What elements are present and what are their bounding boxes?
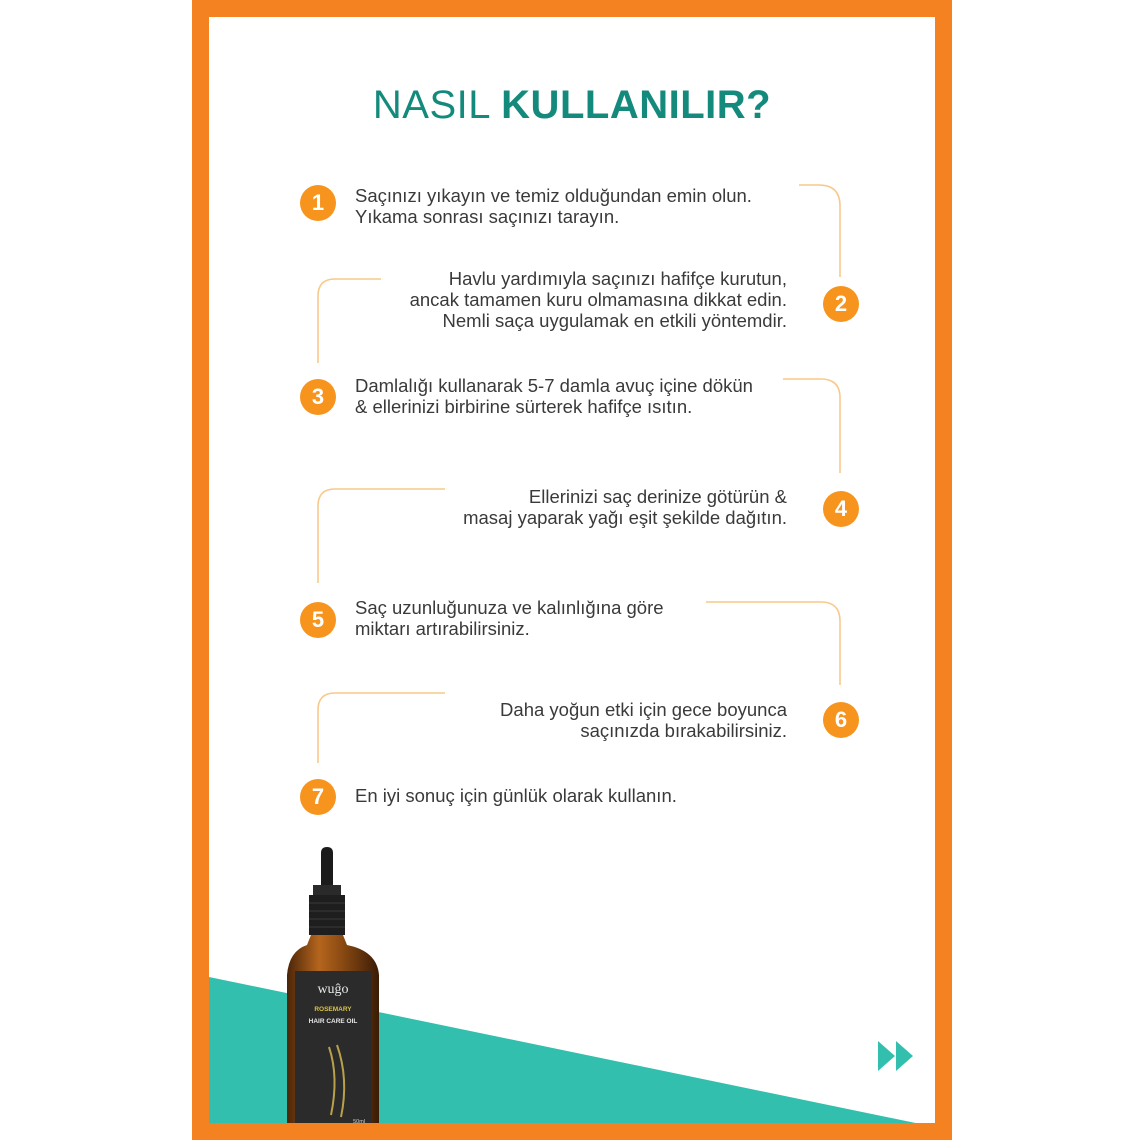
- step-text-2: Havlu yardımıyla saçınızı hafifçe kurutun, ancak tamamen kuru olmamasına dikkat edin. Nemli saça uygulamak en etkili yöntemdir.: [409, 268, 787, 331]
- connector-3-4: [783, 379, 840, 473]
- title-light: NASIL: [372, 83, 490, 127]
- step-number-4: 4: [823, 491, 859, 527]
- connector-4-5: [318, 489, 445, 583]
- connector-1-2: [799, 185, 840, 277]
- step-number-6: 6: [823, 702, 859, 738]
- step-number-1: 1: [300, 185, 336, 221]
- step-text-5: Saç uzunluğunuza ve kalınlığına göre miktarı artırabilirsiniz.: [355, 597, 664, 639]
- product-line1: ROSEMARY: [314, 1006, 352, 1013]
- step-text-6: Daha yoğun etki için gece boyunca saçınızda bırakabilirsiniz.: [500, 699, 787, 741]
- product-bottle-image: [285, 847, 395, 1140]
- connector-5-6: [706, 602, 840, 685]
- step-text-4: Ellerinizi saç derinize götürün & masaj yaparak yağı eşit şekilde dağıtın.: [463, 486, 787, 528]
- product-line2: HAIR CARE OIL: [308, 1018, 358, 1025]
- step-number-3: 3: [300, 379, 336, 415]
- step-number-2: 2: [823, 286, 859, 322]
- step-text-1: Saçınızı yıkayın ve temiz olduğundan emin olun. Yıkama sonrası saçınızı tarayın.: [355, 185, 752, 227]
- step-text-7: En iyi sonuç için günlük olarak kullanın.: [355, 785, 677, 806]
- connector-2-3: [318, 279, 381, 363]
- title-bold: KULLANILIR?: [501, 83, 772, 127]
- step-number-7: 7: [300, 779, 336, 815]
- product-volume: 50ml: [353, 1119, 365, 1125]
- step-text-3: Damlalığı kullanarak 5-7 damla avuç içine dökün & ellerinizi birbirine sürterek hafifçe ısıtın.: [355, 375, 753, 417]
- connector-6-7: [318, 693, 445, 763]
- product-brand: wuĝo: [317, 982, 349, 997]
- info-card: [192, 0, 952, 1140]
- step-number-5: 5: [300, 602, 336, 638]
- fast-forward-icon[interactable]: [876, 1039, 918, 1073]
